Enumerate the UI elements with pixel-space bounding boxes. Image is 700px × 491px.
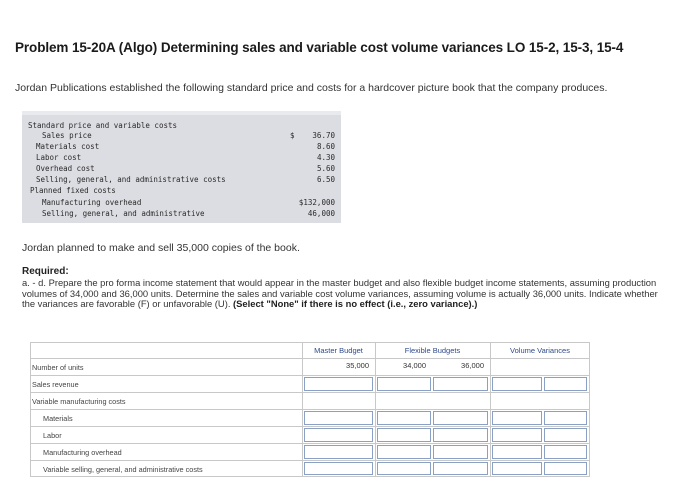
std-label: Sales price xyxy=(42,131,92,140)
worksheet-table xyxy=(30,342,590,477)
std-label: Manufacturing overhead xyxy=(42,198,142,207)
header-master-budget: Master Budget xyxy=(314,346,363,355)
input-materials-variance[interactable] xyxy=(492,411,542,425)
select-materials-fu[interactable] xyxy=(544,411,587,425)
std-label: Selling, general, and administrative xyxy=(42,209,205,218)
std-label: Labor cost xyxy=(36,153,82,162)
select-overhead-fu[interactable] xyxy=(544,445,587,459)
std-label: Materials cost xyxy=(36,142,100,151)
std-value: 5.60 xyxy=(316,164,335,173)
problem-title: Problem 15-20A (Algo) Determining sales and variable cost volume variances LO 15-2, 15-3, 15-4 xyxy=(15,40,624,55)
input-sga-master[interactable] xyxy=(304,462,373,475)
std-row xyxy=(22,142,341,152)
input-labor-flex2[interactable] xyxy=(433,428,488,442)
std-value: 6.50 xyxy=(316,175,335,184)
required-text xyxy=(22,278,672,310)
input-labor-variance[interactable] xyxy=(492,428,542,442)
input-sales-flex1[interactable] xyxy=(377,377,431,391)
header-flexible-budgets: Flexible Budgets xyxy=(404,346,461,355)
select-labor-fu[interactable] xyxy=(544,428,587,442)
std-value: 4.30 xyxy=(316,153,335,162)
std-dollar-sign: $ xyxy=(290,131,295,140)
std-row xyxy=(22,175,341,185)
input-materials-master[interactable] xyxy=(304,411,373,425)
input-overhead-flex1[interactable] xyxy=(377,445,431,459)
row-label-variable-mfg: Variable manufacturing costs xyxy=(32,397,126,406)
standard-costs-table xyxy=(22,111,341,223)
std-row xyxy=(22,131,341,141)
input-overhead-master[interactable] xyxy=(304,445,373,459)
row-label-labor: Labor xyxy=(43,431,62,440)
required-text-main: a. - d. Prepare the pro forma income statement that would appear in the master budget and also flexible budget income statements, assuming production volumes of 34,000 and 36,000 units. Determine the sales and variable cost volume variances, assuming volume is actually 36,000 units. Indicate whether the variances are favorable (F) or unfavorable (U). xyxy=(22,277,658,310)
row-label-sales: Sales revenue xyxy=(32,380,79,389)
std-row xyxy=(22,164,341,174)
std-fixed-heading-row xyxy=(22,186,341,196)
required-text-bold: (Select "None" if there is no effect (i.e., zero variance).) xyxy=(233,298,478,310)
input-sales-master[interactable] xyxy=(304,377,373,391)
row-label-materials: Materials xyxy=(43,414,73,423)
input-sales-variance[interactable] xyxy=(492,377,542,391)
std-heading-row xyxy=(22,121,341,131)
std-value: 36.70 xyxy=(312,131,335,140)
input-materials-flex1[interactable] xyxy=(377,411,431,425)
std-heading: Standard price and variable costs xyxy=(28,121,178,130)
std-row xyxy=(22,209,341,219)
units-flex-36000: 36,000 xyxy=(461,361,484,370)
std-label: Overhead cost xyxy=(36,164,95,173)
input-materials-flex2[interactable] xyxy=(433,411,488,425)
std-value: 8.60 xyxy=(316,142,335,151)
input-overhead-variance[interactable] xyxy=(492,445,542,459)
units-flex-34000: 34,000 xyxy=(403,361,426,370)
input-labor-flex1[interactable] xyxy=(377,428,431,442)
input-labor-master[interactable] xyxy=(304,428,373,442)
select-sales-fu[interactable] xyxy=(544,377,587,391)
problem-intro: Jordan Publications established the following standard price and costs for a hardcover picture book that the company produces. xyxy=(15,82,608,94)
units-master: 35,000 xyxy=(346,361,369,370)
input-sales-flex2[interactable] xyxy=(433,377,488,391)
std-row xyxy=(22,153,341,163)
std-value: 46,000 xyxy=(307,209,335,218)
row-label-variable-sga: Variable selling, general, and administrative costs xyxy=(43,465,203,474)
select-sga-fu[interactable] xyxy=(544,462,587,475)
header-volume-variances: Volume Variances xyxy=(510,346,570,355)
input-sga-variance[interactable] xyxy=(492,462,542,475)
std-label: Selling, general, and administrative costs xyxy=(36,175,226,184)
required-heading: Required: xyxy=(22,266,69,277)
input-sga-flex1[interactable] xyxy=(377,462,431,475)
row-label-units: Number of units xyxy=(32,363,84,372)
row-label-mfg-overhead: Manufacturing overhead xyxy=(43,448,122,457)
std-fixed-heading: Planned fixed costs xyxy=(30,186,116,195)
std-value: $132,000 xyxy=(298,198,335,207)
std-row xyxy=(22,198,341,208)
planned-text: Jordan planned to make and sell 35,000 copies of the book. xyxy=(22,242,300,254)
input-sga-flex2[interactable] xyxy=(433,462,488,475)
input-overhead-flex2[interactable] xyxy=(433,445,488,459)
